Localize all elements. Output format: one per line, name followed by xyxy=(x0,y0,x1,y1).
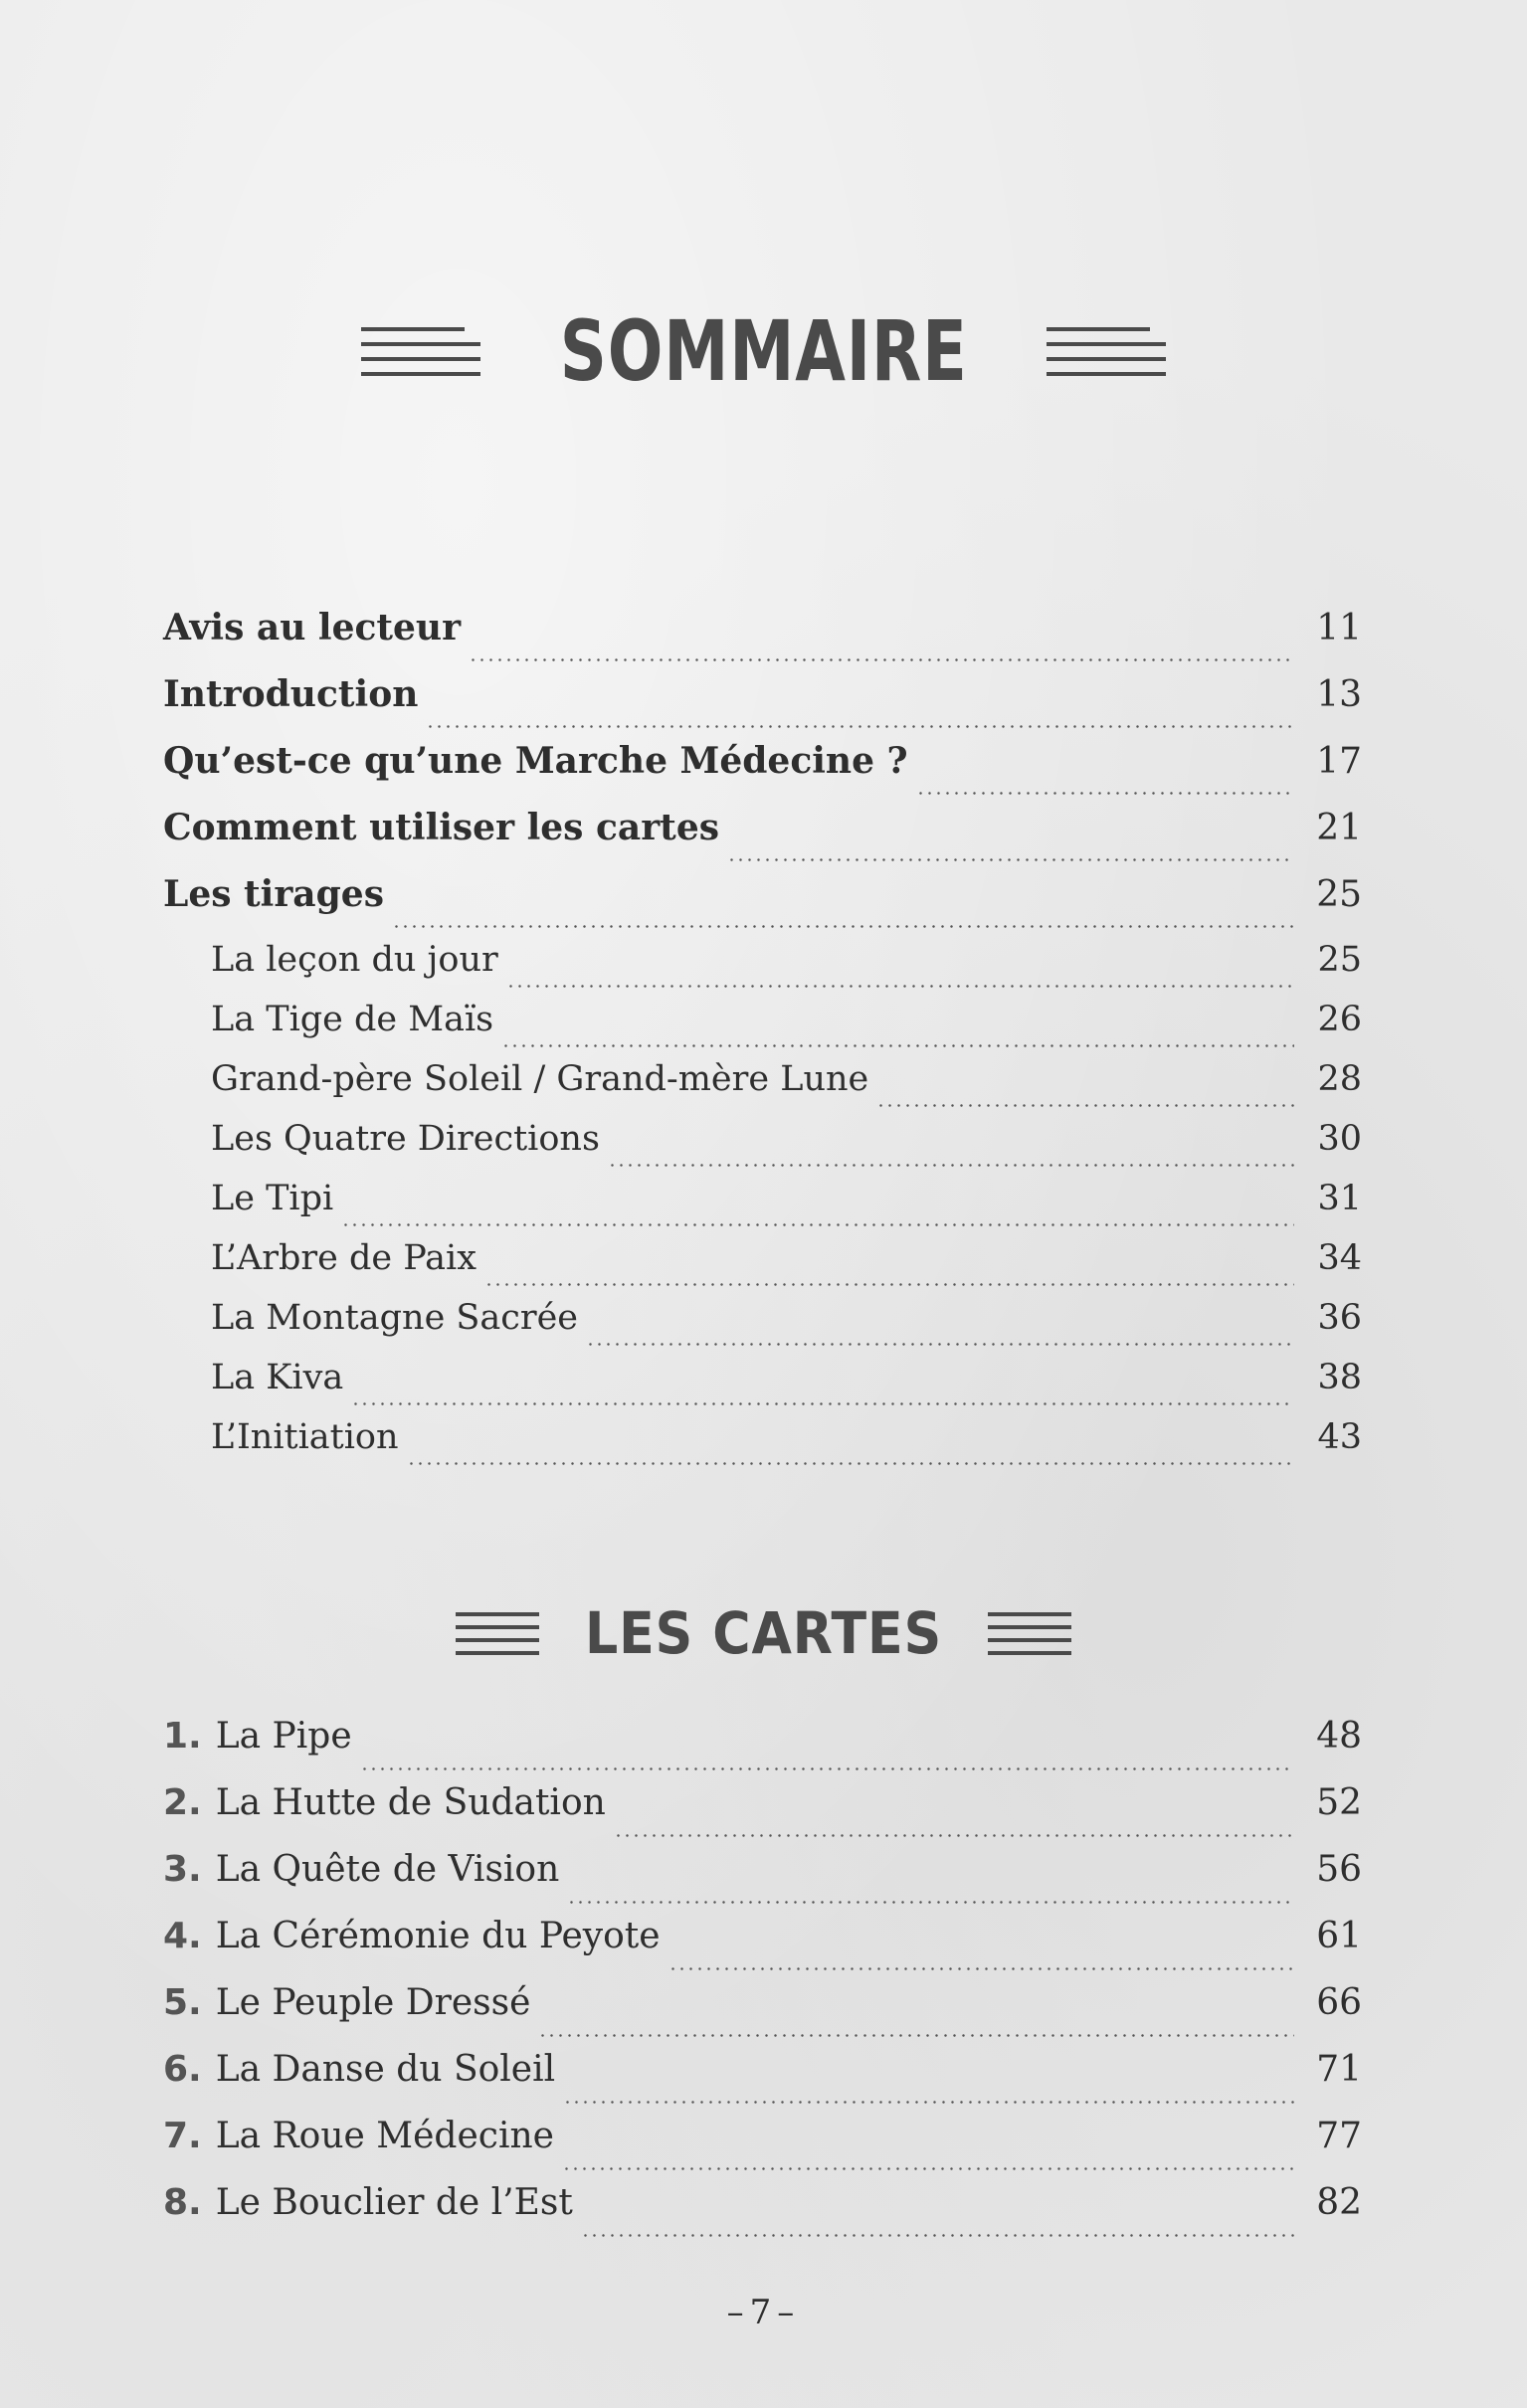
dot-leader xyxy=(567,1901,1294,1904)
card-entry[interactable] xyxy=(163,2116,1362,2182)
card-entry-label: La Danse du Soleil xyxy=(215,2049,556,2090)
toc-entry[interactable] xyxy=(163,740,1362,807)
card-number: 5. xyxy=(163,1982,202,2023)
card-entry-page: 48 xyxy=(1316,1716,1362,1757)
toc-entry-page: 25 xyxy=(1316,874,1362,915)
card-number: 8. xyxy=(163,2182,202,2223)
card-entry-page: 56 xyxy=(1316,1849,1362,1890)
card-entry-label: La Quête de Vision xyxy=(215,1849,560,1890)
dot-leader xyxy=(506,985,1294,988)
dot-leader xyxy=(341,1223,1294,1226)
toc-entry-label: Avis au lecteur xyxy=(163,607,462,648)
dot-leader xyxy=(586,1343,1294,1346)
decorative-lines-left xyxy=(361,327,480,376)
toc-sub-entry[interactable] xyxy=(163,1179,1362,1238)
sommaire-list xyxy=(163,607,1362,1477)
toc-entry-page: 17 xyxy=(1316,741,1362,782)
dot-leader xyxy=(614,1834,1294,1837)
toc-entry-page: 43 xyxy=(1317,1417,1362,1457)
toc-sub-entry[interactable] xyxy=(163,940,1362,1000)
card-entry-page: 71 xyxy=(1316,2049,1362,2090)
toc-entry-label: Grand-père Soleil / Grand-mère Lune xyxy=(211,1059,869,1099)
cartes-heading xyxy=(0,1593,1527,1673)
cartes-list xyxy=(163,1716,1362,2249)
toc-sub-entry[interactable] xyxy=(163,1298,1362,1358)
toc-entry-page: 30 xyxy=(1317,1119,1362,1159)
card-number: 3. xyxy=(163,1849,202,1890)
dot-leader xyxy=(562,2167,1294,2170)
card-entry-label: Le Bouclier de l’Est xyxy=(215,2182,573,2223)
card-number: 4. xyxy=(163,1916,202,1956)
card-entry[interactable] xyxy=(163,2049,1362,2116)
dot-leader xyxy=(727,858,1294,861)
dot-leader xyxy=(563,2101,1294,2104)
card-entry-label: Le Peuple Dressé xyxy=(215,1982,531,2023)
card-entry-page: 66 xyxy=(1316,1982,1362,2023)
sommaire-title: SOMMAIRE xyxy=(559,302,968,400)
dot-leader xyxy=(668,1967,1294,1970)
card-entry-label: La Cérémonie du Peyote xyxy=(215,1916,661,1956)
toc-sub-entry[interactable] xyxy=(163,1000,1362,1059)
toc-sub-entry[interactable] xyxy=(163,1059,1362,1119)
toc-entry-page: 34 xyxy=(1317,1238,1362,1278)
toc-entry-page: 25 xyxy=(1317,940,1362,980)
toc-entry-page: 38 xyxy=(1317,1358,1362,1397)
toc-entry-label: Qu’est-ce qu’une Marche Médecine ? xyxy=(163,740,908,782)
card-number: 1. xyxy=(163,1716,202,1757)
decorative-lines-right xyxy=(1047,327,1166,376)
toc-entry-page: 26 xyxy=(1317,1000,1362,1039)
card-entry-page: 77 xyxy=(1316,2116,1362,2156)
card-entry[interactable] xyxy=(163,1916,1362,1982)
toc-entry-page: 31 xyxy=(1317,1179,1362,1218)
sommaire-heading xyxy=(0,296,1527,406)
toc-entry-label: La Kiva xyxy=(211,1358,344,1397)
cartes-title: LES CARTES xyxy=(584,1599,943,1667)
toc-entry-page: 21 xyxy=(1316,808,1362,848)
dot-leader xyxy=(426,725,1294,728)
toc-entry-label: Les tirages xyxy=(163,873,384,915)
card-entry-label: La Roue Médecine xyxy=(215,2116,554,2156)
card-number: 6. xyxy=(163,2049,202,2090)
dot-leader xyxy=(501,1044,1294,1047)
toc-entry-page: 11 xyxy=(1316,608,1362,648)
dot-leader xyxy=(392,925,1294,928)
dot-leader xyxy=(876,1104,1294,1107)
card-entry-label: La Pipe xyxy=(215,1716,352,1757)
dot-leader xyxy=(407,1462,1294,1465)
toc-entry-label: L’Arbre de Paix xyxy=(211,1238,477,1278)
card-entry-page: 52 xyxy=(1316,1782,1362,1823)
dot-leader xyxy=(916,792,1294,795)
toc-sub-entry[interactable] xyxy=(163,1119,1362,1179)
card-entry[interactable] xyxy=(163,1982,1362,2049)
toc-sub-entry[interactable] xyxy=(163,1417,1362,1477)
toc-entry-page: 13 xyxy=(1316,674,1362,715)
toc-entry[interactable] xyxy=(163,607,1362,673)
dot-leader xyxy=(360,1767,1294,1770)
toc-entry-label: La Montagne Sacrée xyxy=(211,1298,579,1338)
dot-leader xyxy=(608,1164,1294,1167)
card-number: 7. xyxy=(163,2116,202,2156)
toc-entry-label: La Tige de Maïs xyxy=(211,1000,494,1039)
toc-entry-label: La leçon du jour xyxy=(211,940,498,980)
card-entry[interactable] xyxy=(163,1849,1362,1916)
card-entry-page: 61 xyxy=(1316,1916,1362,1956)
decorative-lines-right xyxy=(988,1612,1071,1655)
toc-entry-label: Introduction xyxy=(163,673,419,715)
card-entry[interactable] xyxy=(163,1782,1362,1849)
dot-leader xyxy=(581,2234,1294,2237)
card-entry[interactable] xyxy=(163,1716,1362,1782)
dot-leader xyxy=(351,1402,1294,1405)
dot-leader xyxy=(538,2034,1294,2037)
decorative-lines-left xyxy=(456,1612,539,1655)
toc-entry[interactable] xyxy=(163,673,1362,740)
toc-entry-page: 36 xyxy=(1317,1298,1362,1338)
card-entry-label: La Hutte de Sudation xyxy=(215,1782,606,1823)
toc-entry-label: Le Tipi xyxy=(211,1179,334,1218)
toc-sub-entry[interactable] xyxy=(163,1358,1362,1417)
dot-leader xyxy=(484,1283,1294,1286)
toc-entry[interactable] xyxy=(163,873,1362,940)
card-entry-page: 82 xyxy=(1316,2182,1362,2223)
toc-entry-label: L’Initiation xyxy=(211,1417,399,1457)
toc-entry-page: 28 xyxy=(1317,1059,1362,1099)
card-entry[interactable] xyxy=(163,2182,1362,2249)
card-number: 2. xyxy=(163,1782,202,1823)
toc-entry-label: Comment utiliser les cartes xyxy=(163,807,719,848)
toc-sub-entry[interactable] xyxy=(163,1238,1362,1298)
toc-entry-label: Les Quatre Directions xyxy=(211,1119,600,1159)
toc-entry[interactable] xyxy=(163,807,1362,873)
dot-leader xyxy=(469,658,1294,661)
page-number: –7– xyxy=(726,2293,801,2332)
